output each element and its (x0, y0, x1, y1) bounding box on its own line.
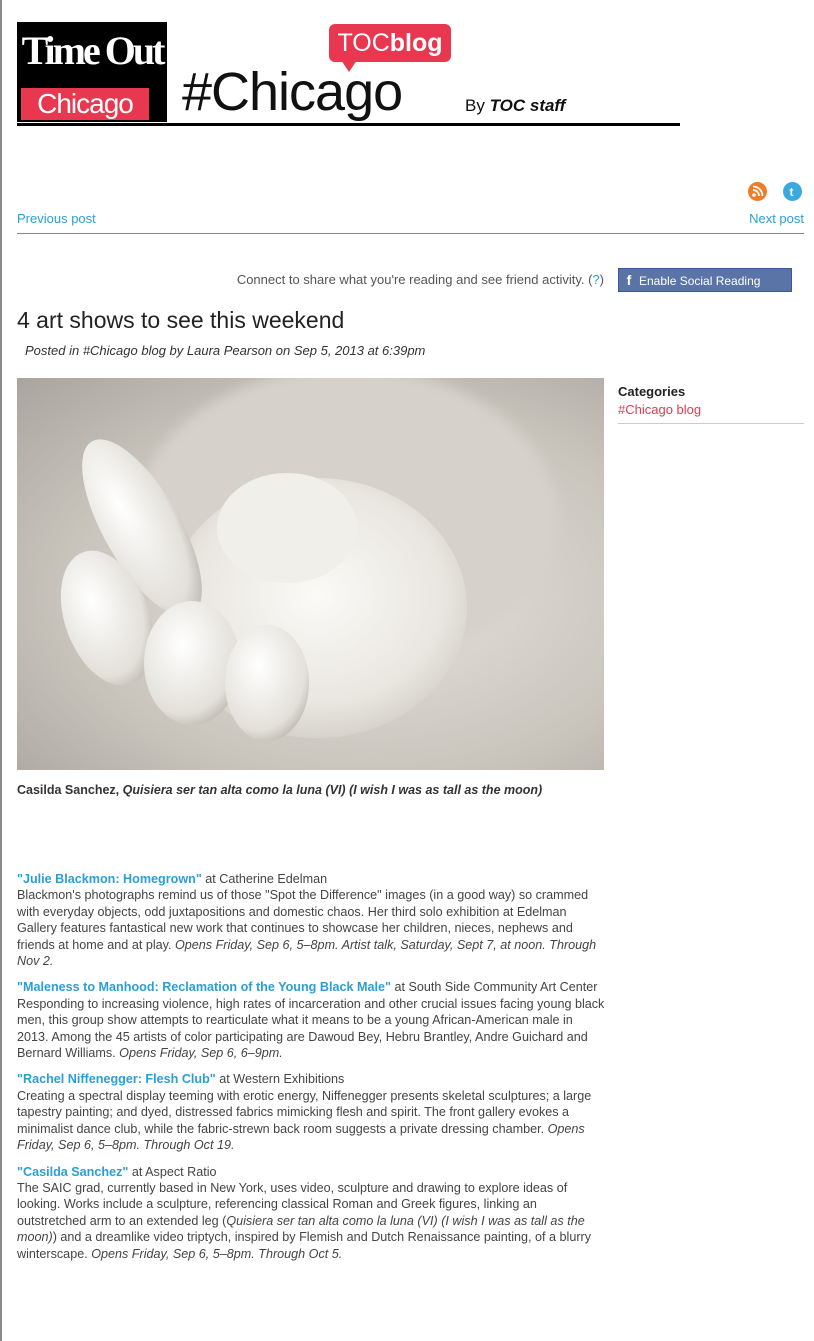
article-body (17, 871, 607, 1272)
sidebar-categories (618, 384, 804, 424)
caption-work-title: Quisiera ser tan alta como la luna (VI) (I wish I was as tall as the moon) (122, 783, 543, 797)
byline-staff-name: TOC staff (489, 96, 566, 115)
svg-text:t: t (789, 185, 794, 199)
entry-body: The SAIC grad, currently based in New York, uses video, sculpture and drawing to explore ideas of looking. Works include a sculpture, referencing classical Roman and Greek figures, linking an outstretched arm to an extended leg ( (17, 1180, 568, 1228)
entry-details: Opens Friday, Sep 6, 5–8pm. Through Oct 19. (17, 1121, 585, 1153)
social-help-link[interactable]: ? (592, 272, 600, 287)
caption-artist: Casilda Sanchez, (17, 783, 123, 797)
post-title: 4 art shows to see this weekend (17, 307, 345, 333)
logo-time-out-text: Time Out (21, 28, 163, 73)
categories-heading: Categories (618, 384, 686, 399)
time-out-chicago-logo[interactable] (17, 22, 167, 122)
toc-prefix: TOC (337, 29, 390, 57)
enable-social-reading-button[interactable] (618, 268, 792, 292)
enable-social-reading-label: Enable Social Reading (639, 274, 761, 288)
list-item (17, 871, 607, 969)
logo-chicago-text: Chicago (21, 88, 149, 120)
facebook-icon: f (626, 272, 632, 288)
entry-venue: at Western Exhibitions (215, 1072, 345, 1087)
masthead-divider (17, 123, 680, 126)
entry-body: Creating a spectral display teeming with erotic energy, Niffenegger presents skeletal sculptures; a large tapestry painting; and dyed, distressed fabrics mimicking flesh and spirit. The front gallery evokes a minimalist dance club, while the fabric-strewn back room suggests a private dressing chamber. (17, 1088, 592, 1136)
entry-title-link[interactable]: "Casilda Sanchez" (17, 1164, 129, 1179)
image-caption (17, 782, 597, 799)
entry-details: Opens Friday, Sep 6, 6–9pm. (119, 1046, 283, 1061)
list-item (17, 979, 607, 1061)
list-item (17, 1071, 607, 1153)
entry-venue: at South Side Community Art Center (390, 980, 598, 995)
entry-details: Opens Friday, Sep 6, 5–8pm. Through Oct 5. (91, 1246, 343, 1261)
entry-title-link[interactable]: "Julie Blackmon: Homegrown" (17, 872, 202, 886)
entry-title-link[interactable]: "Rachel Niffenegger: Flesh Club" (17, 1072, 216, 1087)
next-post-link[interactable]: Next post (749, 211, 804, 226)
previous-post-link[interactable]: Previous post (17, 211, 96, 226)
toc-blog-badge (329, 24, 451, 62)
twitter-icon[interactable] (783, 182, 802, 201)
post-navigation (17, 211, 804, 234)
page-left-border (0, 0, 2, 1341)
connect-close-paren: ) (599, 272, 604, 287)
entry-venue: at Catherine Edelman (201, 872, 328, 886)
entry-body-italic: Quisiera ser tan alta como la luna (VI) (I wish I was as tall as the moon) (17, 1213, 585, 1245)
category-link-chicago-blog[interactable]: #Chicago blog (618, 402, 702, 417)
rss-icon[interactable] (748, 182, 767, 201)
post-meta: Posted in #Chicago blog by Laura Pearson on Sep 5, 2013 at 6:39pm (25, 343, 426, 358)
entry-venue: at Aspect Ratio (128, 1164, 217, 1179)
entry-body: Blackmon's photographs remind us of those "Spot the Difference" images (in a good way) so crammed with everyday objects, odd juxtapositions and domestic chaos. Her third solo exhibition at Edelman Gallery features fantastical new work that continues to showcase her children, nieces, nephews and friends at home and at play. (17, 888, 589, 952)
hand-sculpture-illustration (17, 378, 604, 770)
byline-by: By (465, 96, 490, 115)
entry-details: Opens Friday, Sep 6, 5–8pm. Artist talk, Saturday, Sept 7, at noon. Through Nov 2. (17, 937, 597, 969)
blog-byline (465, 96, 565, 116)
blog-title[interactable]: #Chicago (182, 62, 403, 122)
entry-title-link[interactable]: "Maleness to Manhood: Reclamation of the Young Black Male" (17, 980, 391, 995)
entry-body: Responding to increasing violence, high rates of incarceration and other crucial issues facing young black men, this group show attempts to rearticulate what it means to be a young African-American male in 2013. Among the 45 artists of color participating are Dawoud Bey, Hebru Brantley, Andre Guichard and Bernard Williams. (17, 996, 605, 1061)
entry-body-after: ) and a dreamlike video triptych, inspired by Flemish and Dutch Renaissance painting, of a blurry winterscape. (17, 1230, 592, 1261)
hero-image (17, 378, 604, 770)
toc-suffix: blog (389, 29, 443, 57)
social-connect-text (237, 272, 604, 287)
list-item (17, 1164, 607, 1262)
connect-message: Connect to share what you're reading and see friend activity. ( (236, 272, 593, 287)
masthead (17, 22, 680, 126)
